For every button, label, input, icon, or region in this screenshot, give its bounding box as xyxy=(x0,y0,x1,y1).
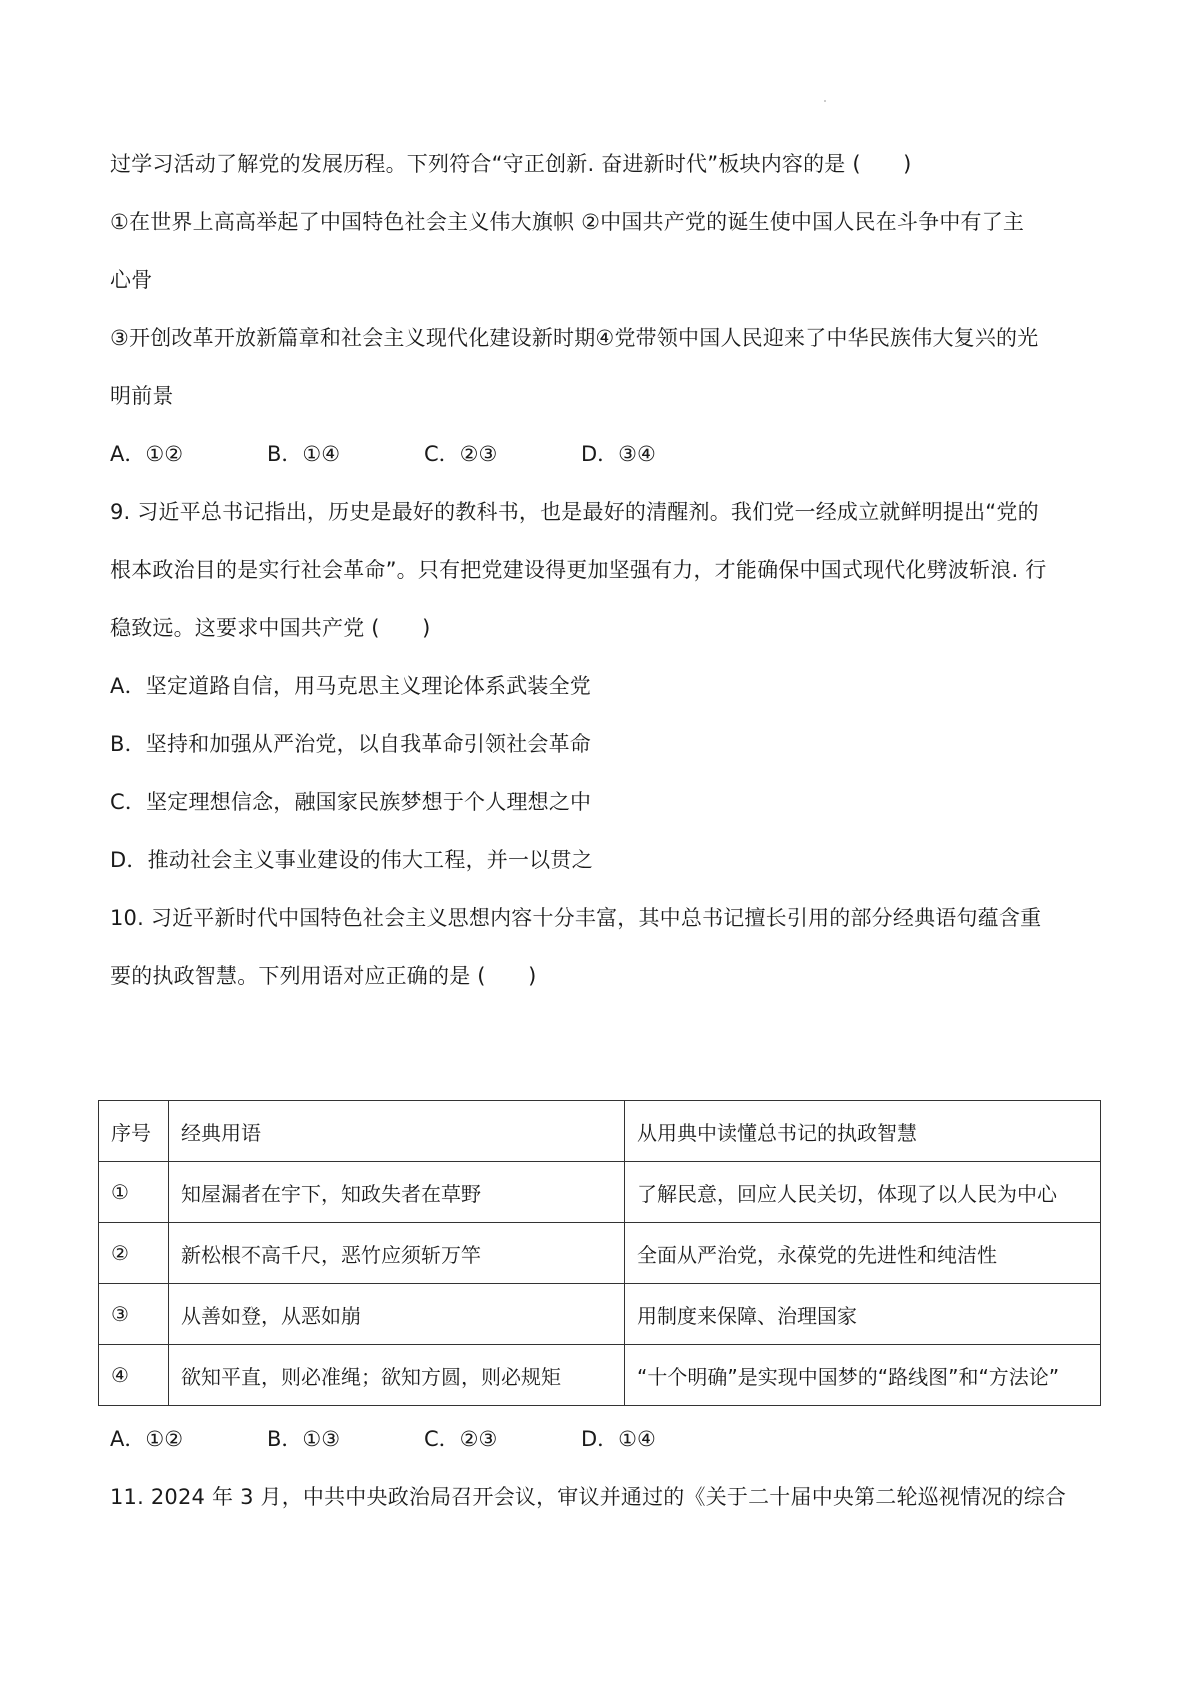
row-wisdom: 了解民意，回应人民关切，体现了以人民为中心 xyxy=(625,1162,1101,1223)
q11-stem-line-1: 11. 2024 年 3 月，中共中央政治局召开会议，审议并通过的《关于二十届中央第二轮巡视情况的综合 xyxy=(110,1485,1067,1509)
q10-stem-line-1: 10. 习近平新时代中国特色社会主义思想内容十分丰富，其中总书记擅长引用的部分经典语句蕴含重 xyxy=(110,906,1042,930)
row-quote: 欲知平直，则必准绳；欲知方圆，则必规矩 xyxy=(169,1345,625,1406)
q10-stem-line-2: 要的执政智慧。下列用语对应正确的是 ( ) xyxy=(110,964,537,988)
q8-stem-line: 过学习活动了解党的发展历程。下列符合“守正创新. 奋进新时代”板块内容的是 ( ) xyxy=(110,152,912,176)
q10-option-c: C．②③ xyxy=(424,1427,498,1451)
table-row xyxy=(99,1223,1101,1284)
q10-table xyxy=(98,1100,1101,1406)
row-index: ③ xyxy=(99,1284,169,1345)
header-index: 序号 xyxy=(99,1101,169,1162)
q9-stem-line-2: 根本政治目的是实行社会革命”。只有把党建设得更加坚强有力，才能确保中国式现代化劈波斩浪. 行 xyxy=(110,558,1047,582)
q8-statement-1-2: ①在世界上高高举起了中国特色社会主义伟大旗帜 ②中国共产党的诞生使中国人民在斗争中有了主 xyxy=(110,210,1025,234)
row-wisdom: 用制度来保障、治理国家 xyxy=(625,1284,1101,1345)
row-quote: 新松根不高千尺，恶竹应须斩万竿 xyxy=(169,1223,625,1284)
q10-option-a: A．①② xyxy=(110,1427,184,1451)
q9-option-b: B．坚持和加强从严治党，以自我革命引领社会革命 xyxy=(110,732,592,756)
table-row xyxy=(99,1162,1101,1223)
q9-stem-line-1: 9. 习近平总书记指出，历史是最好的教科书，也是最好的清醒剂。我们党一经成立就鲜明提出“党的 xyxy=(110,500,1039,524)
q9-stem-line-3: 稳致远。这要求中国共产党 ( ) xyxy=(110,616,431,640)
q9-option-a: A．坚定道路自信，用马克思主义理论体系武装全党 xyxy=(110,674,591,698)
q10-option-d: D．①④ xyxy=(581,1427,656,1451)
q8-option-c: C．②③ xyxy=(424,442,498,466)
row-index: ② xyxy=(99,1223,169,1284)
table-row xyxy=(99,1345,1101,1406)
row-quote: 从善如登，从恶如崩 xyxy=(169,1284,625,1345)
table-row xyxy=(99,1284,1101,1345)
row-index: ① xyxy=(99,1162,169,1223)
row-wisdom: 全面从严治党，永葆党的先进性和纯洁性 xyxy=(625,1223,1101,1284)
scan-speck xyxy=(824,100,826,102)
q8-statement-4-cont: 明前景 xyxy=(110,384,174,408)
row-index: ④ xyxy=(99,1345,169,1406)
q9-option-c: C．坚定理想信念，融国家民族梦想于个人理想之中 xyxy=(110,790,592,814)
q8-option-a: A．①② xyxy=(110,442,184,466)
q8-options xyxy=(110,440,656,468)
q10-options xyxy=(110,1425,656,1453)
row-wisdom: “十个明确”是实现中国梦的“路线图”和“方法论” xyxy=(625,1345,1101,1406)
q8-statement-2-cont: 心骨 xyxy=(110,268,153,292)
q9-option-d: D．推动社会主义事业建设的伟大工程，并一以贯之 xyxy=(110,848,593,872)
row-quote: 知屋漏者在宇下，知政失者在草野 xyxy=(169,1162,625,1223)
header-wisdom: 从用典中读懂总书记的执政智慧 xyxy=(625,1101,1101,1162)
header-quote: 经典用语 xyxy=(169,1101,625,1162)
q8-option-b: B．①④ xyxy=(267,442,341,466)
q8-option-d: D．③④ xyxy=(581,442,656,466)
q10-option-b: B．①③ xyxy=(267,1427,341,1451)
q8-statement-3-4: ③开创改革开放新篇章和社会主义现代化建设新时期④党带领中国人民迎来了中华民族伟大复兴的光 xyxy=(110,326,1039,350)
table-header-row xyxy=(99,1101,1101,1162)
